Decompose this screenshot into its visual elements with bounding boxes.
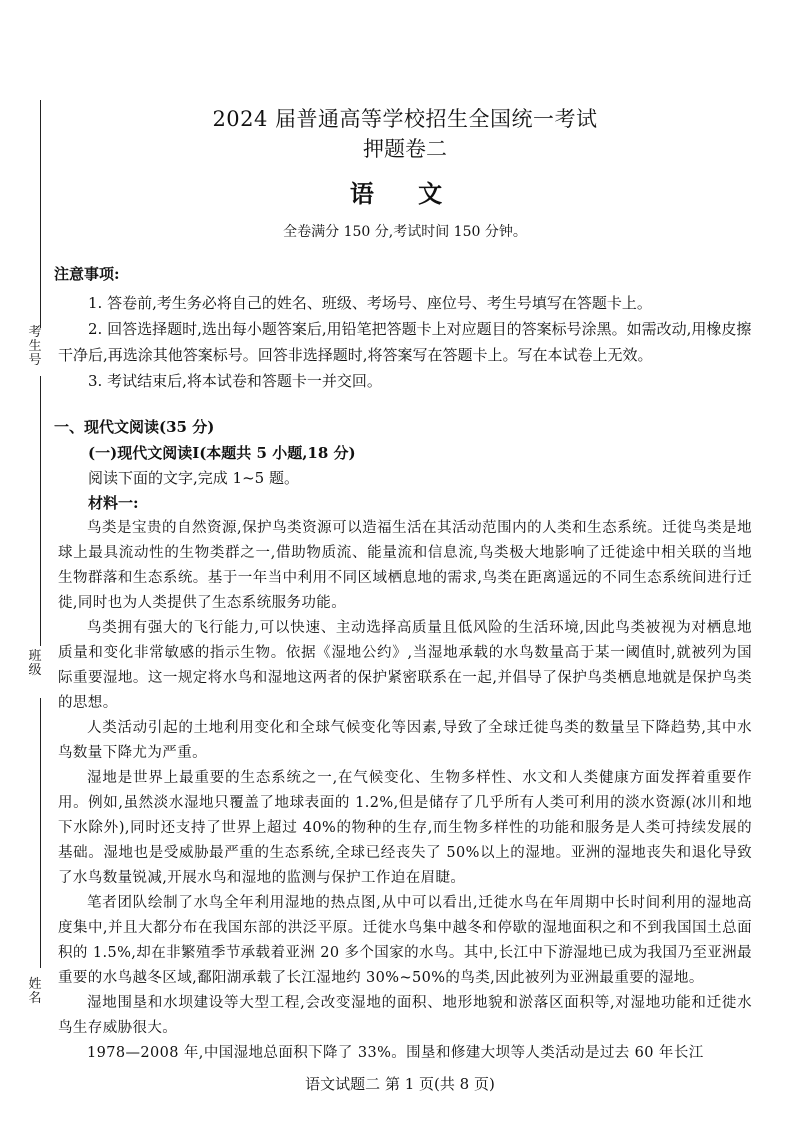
material-label: 材料一: <box>88 494 139 512</box>
page-footer: 语文试题二 第 1 页(共 8 页) <box>305 1075 495 1093</box>
notes-heading: 注意事项: <box>54 265 120 283</box>
subject-title: 语 文 <box>349 179 461 208</box>
margin-label-class: 班级 <box>28 649 42 678</box>
reading-instruction: 阅读下面的文字,完成 1~5 题。 <box>88 469 299 487</box>
passage-paragraph: 鸟类是宝贵的自然资源,保护鸟类资源可以造福生活在其活动范围内的人类和生态系统。迁徙鸟类是地球上最具流动性的生物类群之一,借助物质流、能量流和信息流,鸟类极大地影响了迁徙途中相关联的当地生物群落和生态系统。基于一年当中利用不同区域栖息地的需求,鸟类在距离遥远的不同生态系统间进行迁徙,同时也为人类提供了生态系统服务功能。 <box>58 520 752 611</box>
passage-paragraph: 湿地围垦和水坝建设等大型工程,会改变湿地的面积、地形地貌和淤落区面积等,对湿地功能和迁徙水鸟生存威胁很大。 <box>58 995 752 1036</box>
exam-title: 2024 届普通高等学校招生全国统一考试 <box>212 107 598 131</box>
exam-subtitle: 押题卷二 <box>363 137 447 161</box>
sub-section-heading: (一)现代文阅读Ⅰ(本题共 5 小题,18 分) <box>88 444 356 462</box>
passage-paragraph: 湿地是世界上最重要的生态系统之一,在气候变化、生物多样性、水文和人类健康方面发挥着重要作用。例如,虽然淡水湿地只覆盖了地球表面的 1.2%,但是储存了几乎所有人类可利用的淡水资源(冰川和地下水除外),同时还支持了世界上超过 40%的物种的生存,而生物多样性的功能和服务是人类可持续发展的基础。湿地也是受威胁最严重的生态系统,全球已经丧失了 50%以上的湿地。亚洲的湿地丧失和退化导致了水鸟数量锐减,开展水鸟和湿地的监测与保护工作迫在眉睫。 <box>58 770 752 886</box>
note-item: 1. 答卷前,考生务必将自己的姓名、班级、考场号、座位号、考生号填写在答题卡上。 <box>88 294 652 312</box>
margin-rule-middle <box>40 376 41 646</box>
note-item: 3. 考试结束后,将本试卷和答题卡一并交回。 <box>88 372 382 390</box>
passage-paragraph: 人类活动引起的土地利用变化和全球气候变化等因素,导致了全球迁徙鸟类的数量呈下降趋势,其中水鸟数量下降尤为严重。 <box>58 720 752 761</box>
margin-label-name: 姓名 <box>28 977 42 1006</box>
passage-paragraph: 1978—2008 年,中国湿地总面积下降了 33%。围垦和修建大坝等人类活动是过去 60 年长江 <box>87 1045 704 1061</box>
passage-paragraph: 鸟类拥有强大的飞行能力,可以快速、主动选择高质量且低风险的生活环境,因此鸟类被视为对栖息地质量和变化非常敏感的指示生物。依据《湿地公约》,当湿地承载的水鸟数量高于某一阈值时,就被列为国际重要湿地。这一规定将水鸟和湿地这两者的保护紧密联系在一起,并倡导了保护鸟类栖息地就是保护鸟类的思想。 <box>58 620 752 711</box>
note-item: 2. 回答选择题时,选出每小题答案后,用铅笔把答题卡上对应题目的答案标号涂黑。如需改动,用橡皮擦干净后,再选涂其他答案标号。回答非选择题时,将答案写在答题卡上。写在本试卷上无效。 <box>58 320 752 364</box>
exam-page <box>54 104 752 1066</box>
margin-rule-top <box>40 100 41 328</box>
score-line: 全卷满分 150 分,考试时间 150 分钟。 <box>283 224 527 240</box>
margin-label-exam-number: 考生号 <box>28 325 42 368</box>
passage-paragraph: 笔者团队绘制了水鸟全年利用湿地的热点图,从中可以看出,迁徙水鸟在年周期中长时间利用的湿地高度集中,并且大都分布在我国东部的洪泛平原。迁徙水鸟集中越冬和停歇的湿地面积之和不到我国国土总面积的 1.5%,却在非繁殖季节承载着亚洲 20 多个国家的水鸟。其中,长江中下游湿地已成为我国乃至亚洲最重要的水鸟越冬区域,鄱阳湖承载了长江湿地约 30%~50%的鸟类,因此被列为亚洲最重要的湿地。 <box>58 895 752 986</box>
section-heading: 一、现代文阅读(35 分) <box>54 418 215 436</box>
margin-rule-lower <box>40 698 41 968</box>
